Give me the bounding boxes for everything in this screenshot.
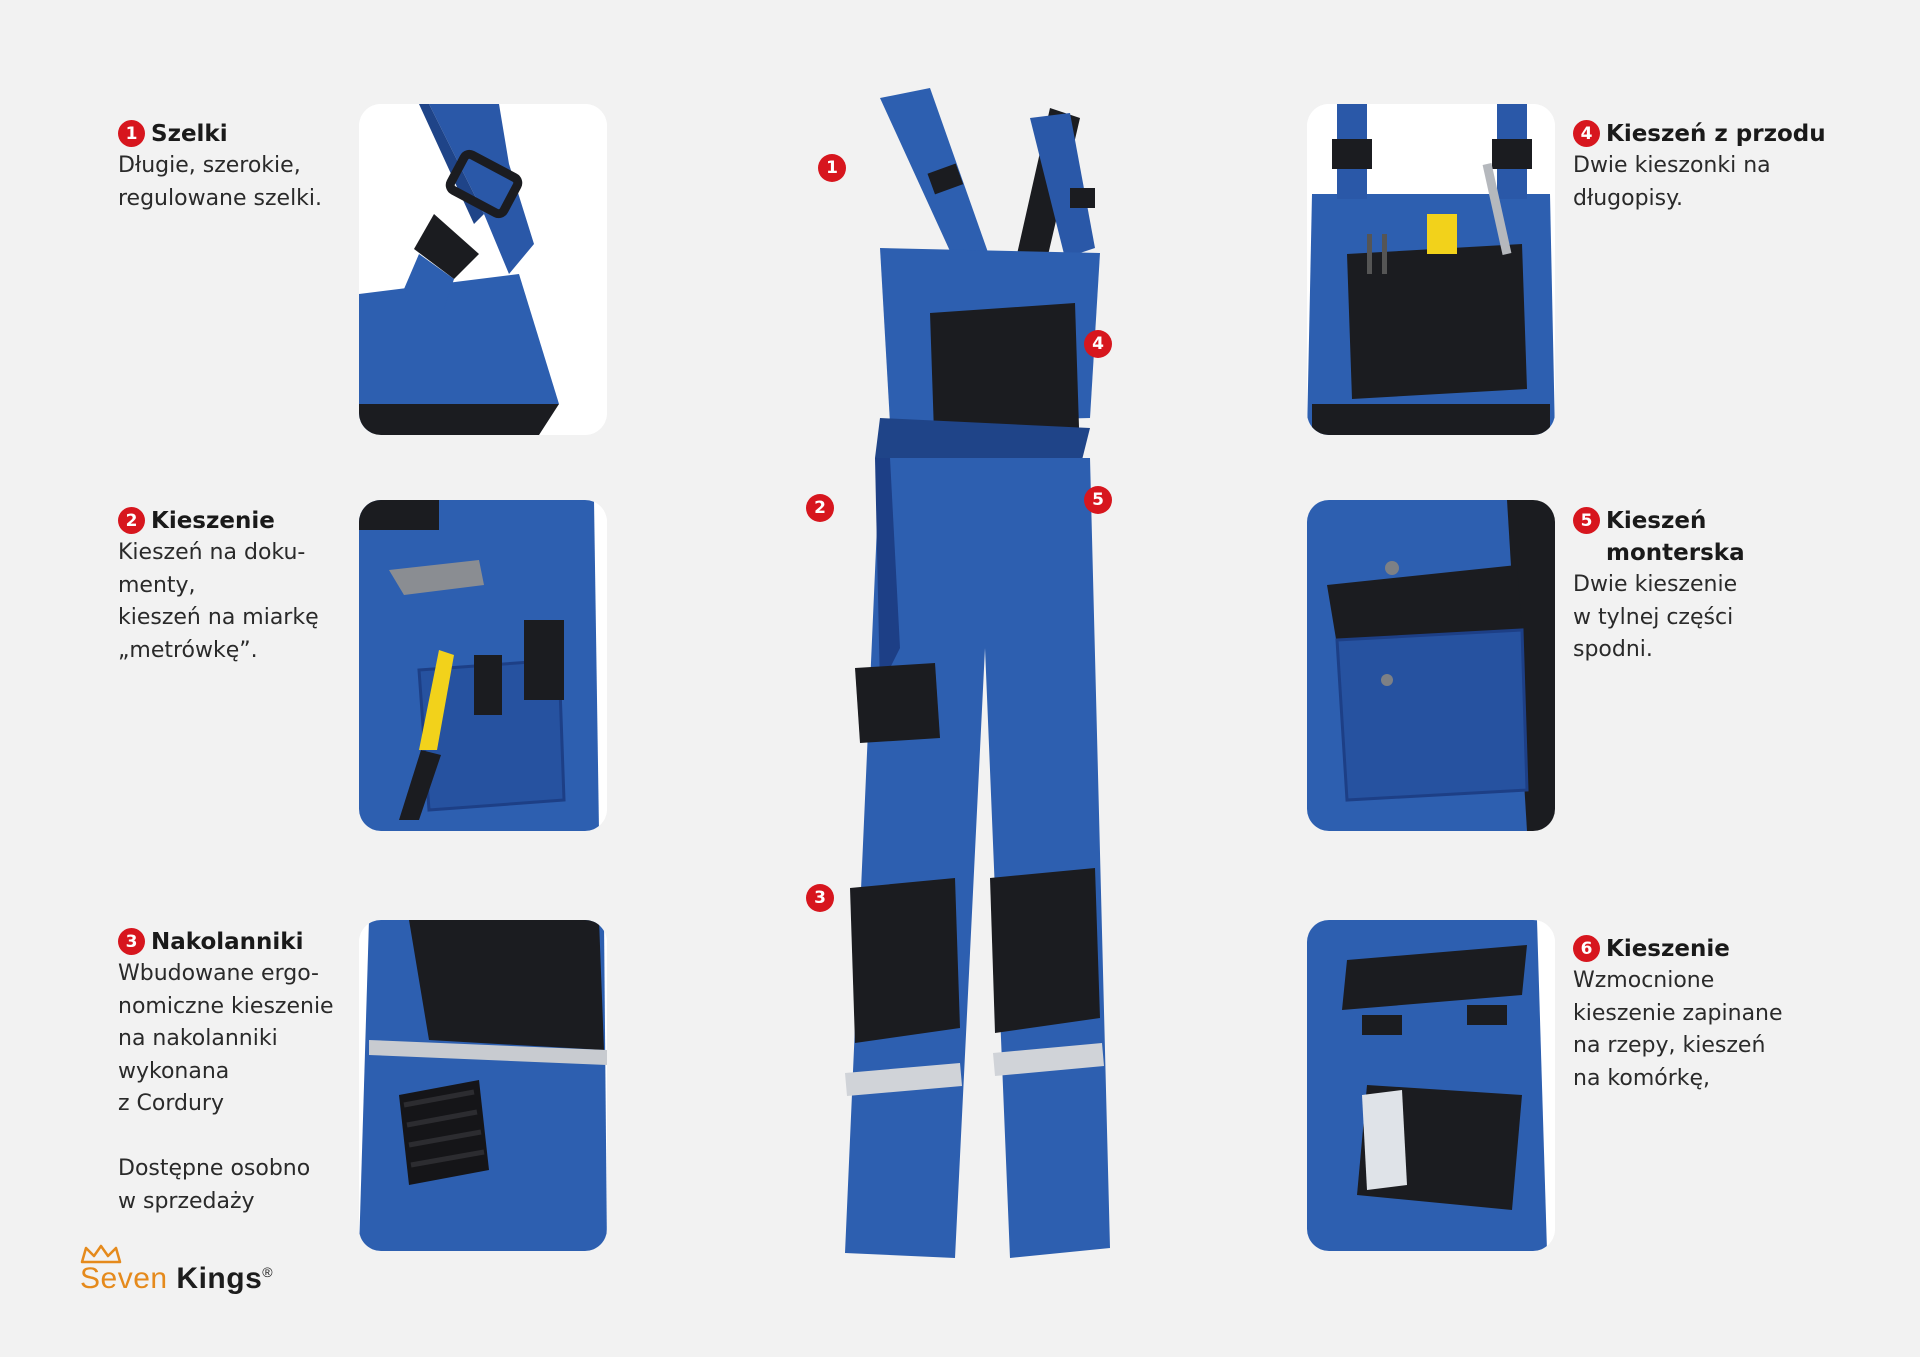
brand-logo xyxy=(80,1262,273,1296)
feature-number-badge: 2 xyxy=(118,507,145,534)
figure-marker-1: 1 xyxy=(818,154,846,182)
feature-description: Długie, szerokie, regulowane szelki. xyxy=(118,153,323,211)
feature-description: Dwie kieszenie w tylnej części spodni. xyxy=(1573,572,1738,662)
feature-description: Kieszeń na doku- menty, kieszeń na miarkę „metrówkę”. xyxy=(118,540,319,663)
figure-marker-4: 4 xyxy=(1084,330,1112,358)
feature-kieszenie-dokumenty xyxy=(118,505,358,667)
figure-marker-5: 5 xyxy=(1084,486,1112,514)
feature-title: Kieszenie xyxy=(151,508,275,534)
feature-szelki xyxy=(118,118,358,215)
detail-photo-side-pocket xyxy=(1307,500,1555,831)
detail-photo-pockets xyxy=(359,500,607,831)
feature-title: Kieszeń z przodu xyxy=(1606,121,1826,147)
figure-marker-2: 2 xyxy=(806,494,834,522)
brand-kings: Kings xyxy=(176,1262,263,1295)
feature-title: Kieszenie xyxy=(1606,936,1730,962)
feature-number-badge: 3 xyxy=(118,928,145,955)
feature-title: Nakolanniki xyxy=(151,929,304,955)
brand-registered-mark: ® xyxy=(262,1264,274,1280)
overalls-main-image xyxy=(780,88,1140,1268)
feature-number-badge: 4 xyxy=(1573,120,1600,147)
feature-kieszen-z-przodu xyxy=(1573,118,1833,215)
feature-number-badge: 1 xyxy=(118,120,145,147)
feature-number-badge: 6 xyxy=(1573,935,1600,962)
feature-kieszen-monterska xyxy=(1573,505,1813,667)
feature-title: Kieszeń monterska xyxy=(1606,508,1745,566)
feature-description: Dwie kieszonki na długopisy. xyxy=(1573,153,1771,211)
detail-photo-kneepads xyxy=(359,920,607,1251)
feature-description: Wbudowane ergo- nomiczne kieszenie na nakolanniki wykonana z Cordury Dostępne osobno w sprzedaży xyxy=(118,961,334,1214)
feature-number-badge: 5 xyxy=(1573,507,1600,534)
brand-seven: Seven xyxy=(80,1262,168,1295)
figure-marker-3: 3 xyxy=(806,884,834,912)
feature-title: Szelki xyxy=(151,121,228,147)
feature-nakolanniki xyxy=(118,926,358,1218)
feature-description: Wzmocnione kieszenie zapinane na rzepy, kieszeń na komórkę, xyxy=(1573,968,1783,1091)
detail-photo-velcro-pockets xyxy=(1307,920,1555,1251)
feature-kieszenie-rzepy xyxy=(1573,933,1813,1095)
detail-photo-suspenders xyxy=(359,104,607,435)
detail-photo-front-pocket xyxy=(1307,104,1555,435)
crown-logo-icon xyxy=(80,1244,122,1264)
